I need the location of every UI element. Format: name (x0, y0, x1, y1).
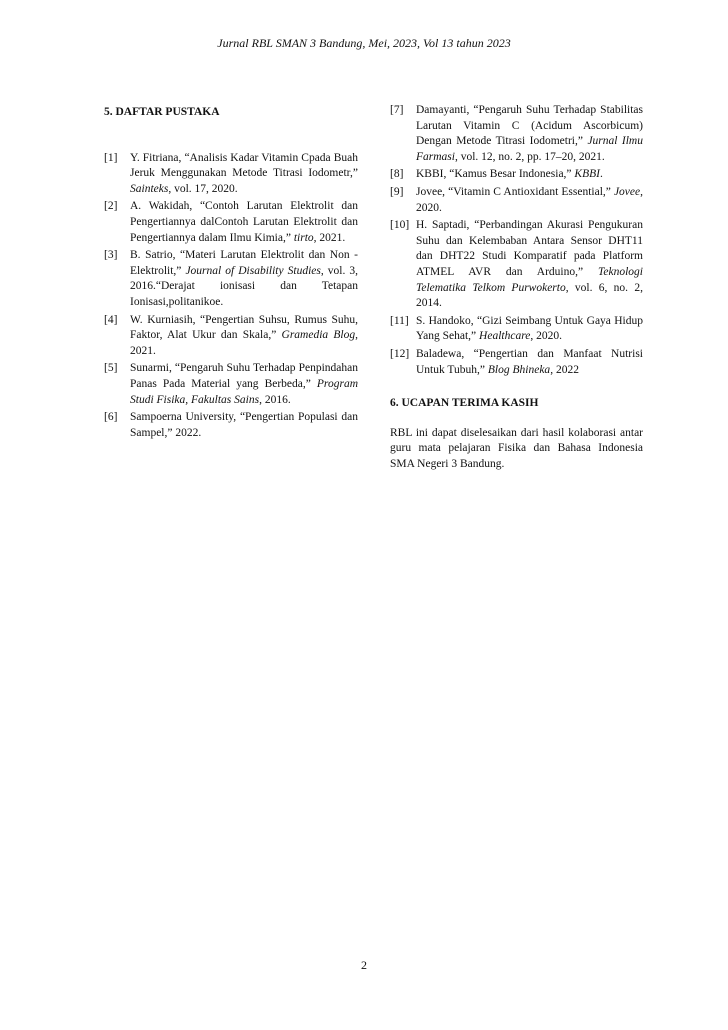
running-header: Jurnal RBL SMAN 3 Bandung, Mei, 2023, Vol 13 tahun 2023 (217, 36, 511, 50)
reference-number: [7] (390, 104, 404, 116)
left-column (104, 105, 358, 443)
reference-number: [4] (104, 313, 118, 326)
reference-text: Sampoerna University, “Pengertian Populasi dan Sampel,” 2022. (130, 411, 358, 439)
reference-number: [6] (104, 411, 118, 424)
reference-text: S. Handoko, “Gizi Seimbang Untuk Gaya Hidup Yang Sehat,” Healthcare, 2020. (416, 314, 643, 343)
reference-text: W. Kurniasih, “Pengertian Suhsu, Rumus Suhu, Faktor, Alat Ukur dan Skala,” Gramedia Blog, 2021. (130, 313, 358, 357)
reference-item (104, 151, 358, 198)
reference-list-left (104, 151, 358, 442)
reference-number: [10] (390, 219, 410, 232)
reference-text: KBBI, “Kamus Besar Indonesia,” KBBI. (416, 168, 603, 181)
reference-number: [11] (390, 314, 409, 327)
acknowledgement-paragraph: RBL ini dapat diselesaikan dari hasil kolaborasi antar guru mata pelajaran Fisika dan Bahasa Indonesia SMA Negeri 3 Bandung. (390, 426, 643, 470)
reference-item (390, 347, 643, 378)
reference-number: [9] (390, 185, 404, 198)
reference-text: Sunarmi, “Pengaruh Suhu Terhadap Penpindahan Panas Pada Material yang Berbeda,” Program Studi Fisika, Fakultas Sains, 2016. (130, 362, 358, 406)
reference-text: Baladewa, “Pengertian dan Manfaat Nutrisi Untuk Tubuh,” Blog Bhineka, 2022 (416, 347, 643, 376)
reference-item (390, 218, 643, 312)
reference-item (104, 361, 358, 408)
reference-item (390, 314, 643, 345)
reference-number: [5] (104, 362, 118, 375)
reference-item (390, 103, 643, 165)
reference-number: [2] (104, 200, 118, 213)
reference-item (104, 199, 358, 246)
reference-text: Y. Fitriana, “Analisis Kadar Vitamin Cpada Buah Jeruk Menggunakan Metode Titrasi Iodometr,” Sainteks, vol. 17, 2020. (130, 151, 358, 195)
reference-list-right (390, 103, 643, 378)
reference-number: [3] (104, 249, 118, 262)
reference-number: [1] (104, 151, 118, 164)
reference-text: Jovee, “Vitamin C Antioxidant Essential,” Jovee, 2020. (416, 185, 643, 214)
reference-item (390, 167, 643, 183)
reference-text: H. Saptadi, “Perbandingan Akurasi Pengukuran Suhu dan Kelembaban Antara Sensor DHT11 dan DHT22 Studi Komparatif pada Platform ATMEL AVR dan Arduino,” Teknologi Telematika Telkom Purwokerto, vol. 6, no. 2, 2014. (416, 219, 643, 310)
page-number: 2 (361, 958, 367, 972)
right-column (390, 103, 643, 472)
section-heading-daftar-pustaka: 5. DAFTAR PUSTAKA (104, 106, 220, 118)
reference-text: A. Wakidah, “Contoh Larutan Elektrolit dan Pengertiannya dalContoh Larutan Elektrolit dan Pengertiannya dalam Ilmu Kimia,” tirto, 2021. (130, 200, 358, 244)
reference-item (104, 410, 358, 441)
reference-text: B. Satrio, “Materi Larutan Elektrolit dan Non - Elektrolit,” Journal of Disability Studies, vol. 3, 2016.“Derajat ionisasi dan Tetapan Ionisasi,politanikoe. (130, 249, 358, 308)
reference-item (390, 185, 643, 216)
section-heading-ucapan-terima-kasih: 6. UCAPAN TERIMA KASIH (390, 397, 539, 410)
reference-text: Damayanti, “Pengaruh Suhu Terhadap Stabilitas Larutan Vitamin C (Acidum Ascorbicum) Dengan Metode Titrasi Iodometri,” Jurnal Ilmu Farmasi, vol. 12, no. 2, pp. 17–20, 2021. (416, 104, 643, 163)
reference-number: [8] (390, 168, 404, 181)
reference-number: [12] (390, 347, 410, 360)
reference-item (104, 248, 358, 310)
reference-item (104, 313, 358, 360)
